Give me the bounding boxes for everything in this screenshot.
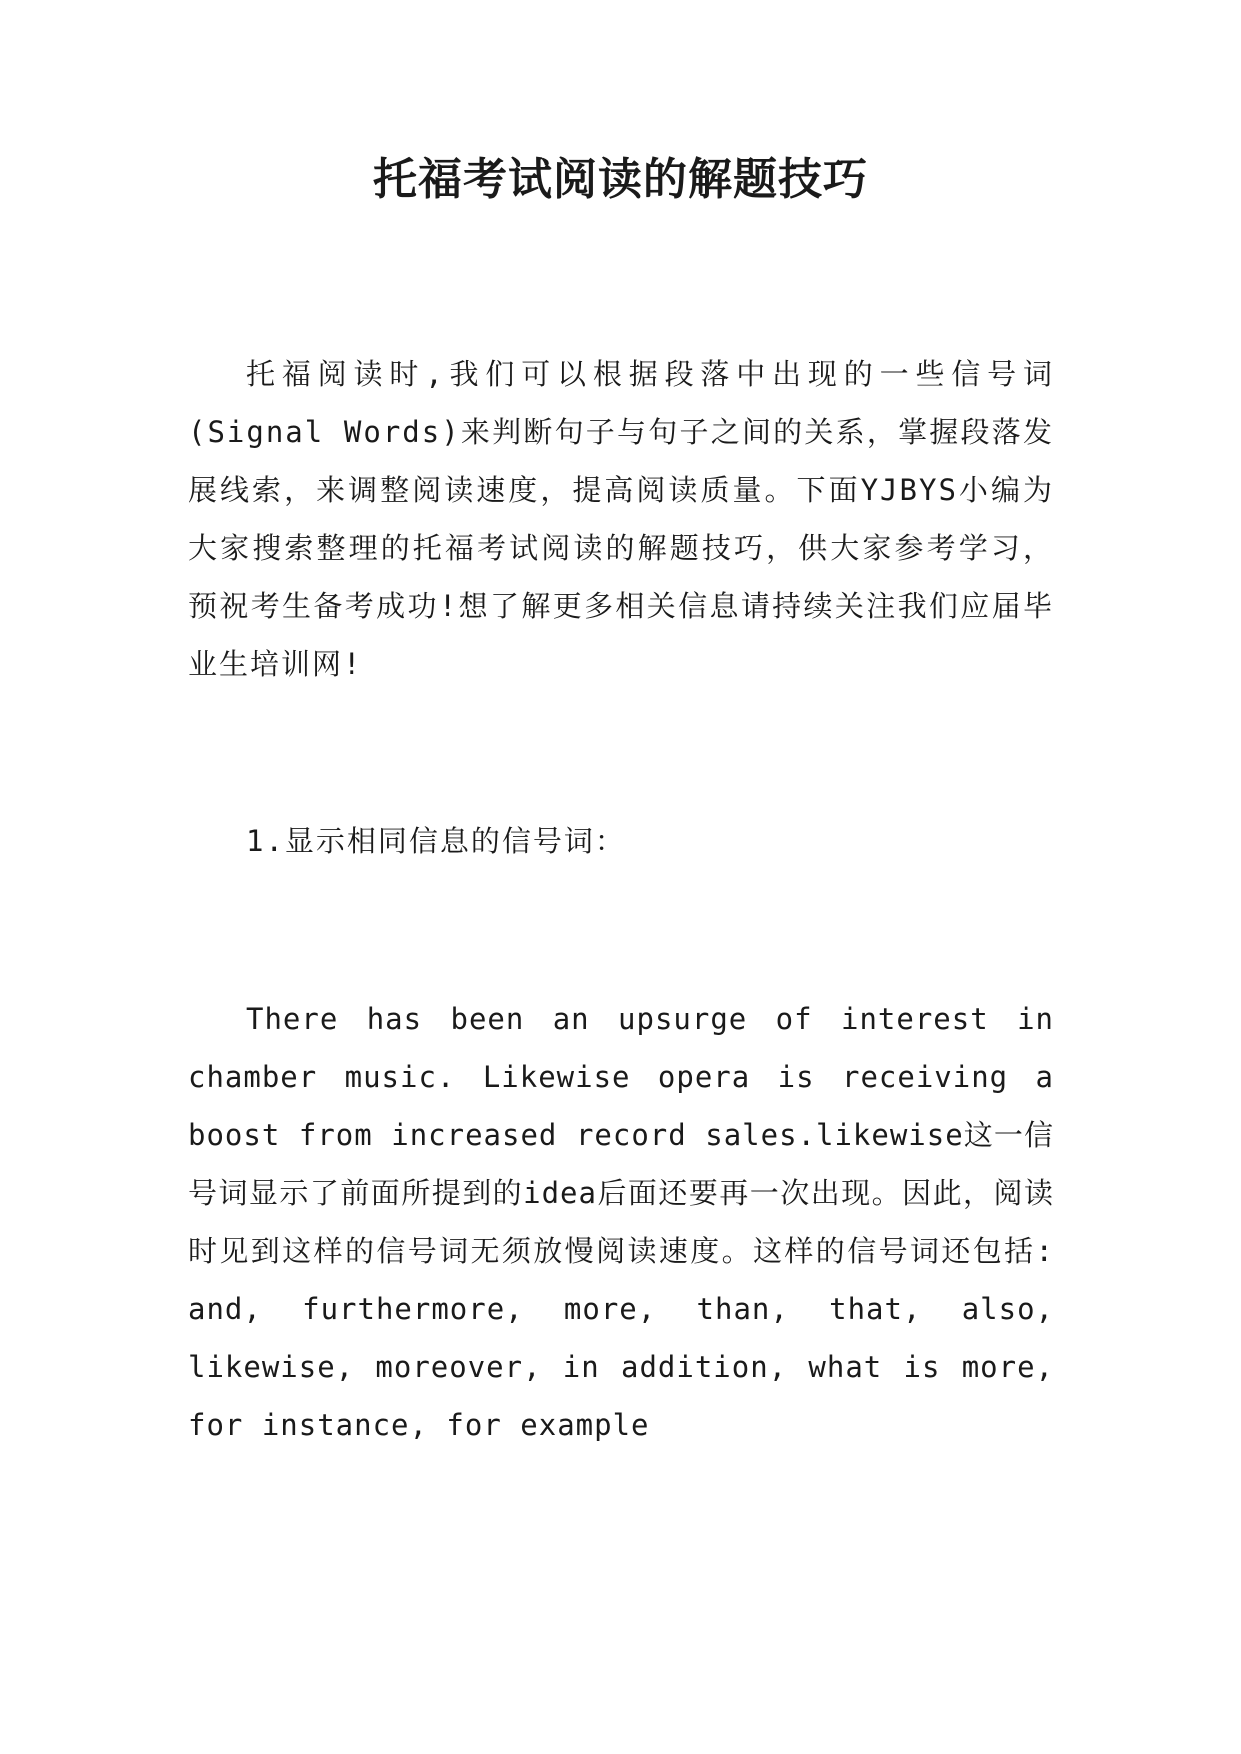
- intro-paragraph: 托福阅读时,我们可以根据段落中出现的一些信号词(Signal Words)来判断句子与句子之间的关系，掌握段落发展线索，来调整阅读速度，提高阅读质量。下面YJBYS小编为大家搜索整理的托福考试阅读的解题技巧，供大家参考学习，预祝考生备考成功!想了解更多相关信息请持续关注我们应届毕业生培训网!: [188, 357, 1054, 681]
- document-title: 托福考试阅读的解题技巧: [373, 154, 868, 205]
- section-heading-1: 1.显示相同信息的信号词：: [246, 824, 626, 858]
- example-paragraph-1: There has been an upsurge of interest in chamber music. Likewise opera is receiving a boost from increased record sales.likewise这一信号词显示了前面所提到的idea后面还要再一次出现。因此，阅读时见到这样的信号词无须放慢阅读速度。这样的信号词还包括: and, furthermore, more, than, that, also, likewise, moreover, in addition, what is more, for instance, for example: [188, 1002, 1054, 1442]
